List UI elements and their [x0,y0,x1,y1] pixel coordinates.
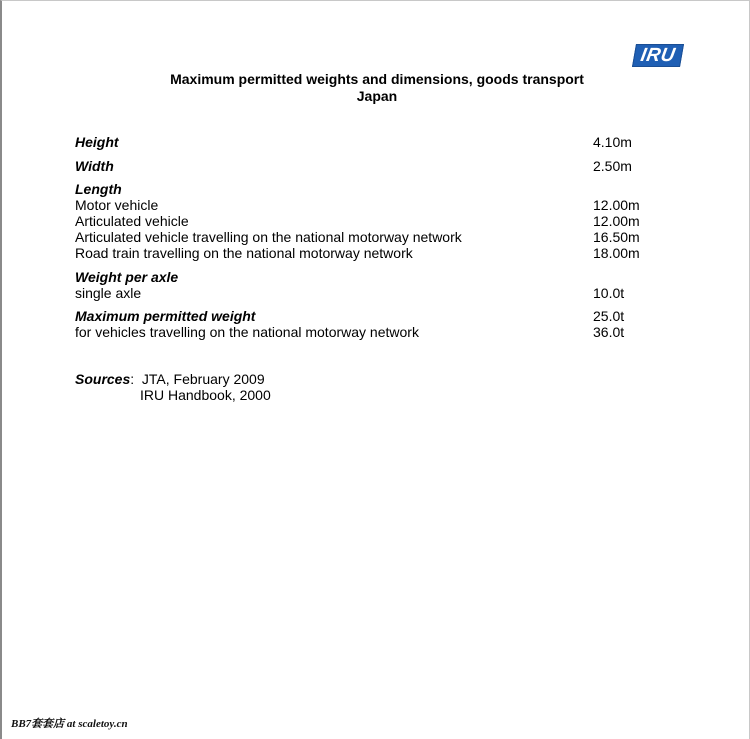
sources-block [75,371,271,403]
sources-label: Sources [75,371,131,387]
width-value: 2.50m [593,158,632,174]
sources-line2: IRU Handbook, 2000 [140,387,271,403]
length-heading: Length [75,181,122,197]
motor-vehicle-value: 12.00m [593,197,640,213]
width-label: Width [75,158,114,174]
motor-vehicle-label: Motor vehicle [75,197,159,213]
sources-line1: JTA, February 2009 [141,371,265,387]
articulated-value: 12.00m [593,213,640,229]
articulated-motorway-label: Articulated vehicle travelling on the national motorway network [75,229,462,245]
road-train-label: Road train travelling on the national motorway network [75,245,413,261]
page-title: Maximum permitted weights and dimensions, goods transport [170,71,584,87]
sources-colon: : [130,371,142,387]
road-train-value: 18.00m [593,245,640,261]
logo-text: IRU [639,45,677,66]
single-axle-label: single axle [75,285,142,301]
max-weight-label: Maximum permitted weight [75,308,256,324]
single-axle-value: 10.0t [593,285,625,301]
weight-axle-heading: Weight per axle [75,269,179,285]
height-value: 4.10m [593,134,632,150]
articulated-motorway-value: 16.50m [593,229,640,245]
height-label: Height [75,134,119,150]
articulated-label: Articulated vehicle [75,213,189,229]
max-weight-motorway-value: 36.0t [593,324,625,340]
iru-logo [632,44,684,67]
max-weight-motorway-label: for vehicles travelling on the national motorway network [75,324,419,340]
max-weight-value: 25.0t [593,308,625,324]
watermark-text: BB7套套店 at scaletoy.cn [11,718,128,730]
country-subtitle: Japan [356,88,398,104]
